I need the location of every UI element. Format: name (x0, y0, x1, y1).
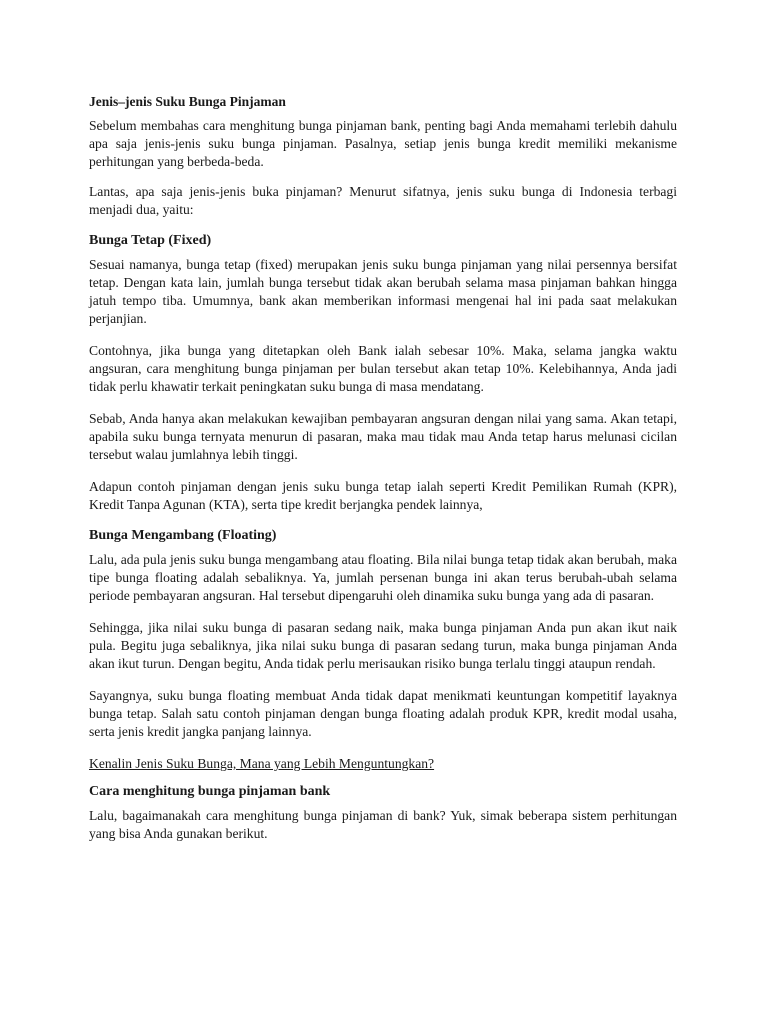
fixed-paragraph-1: Sesuai namanya, bunga tetap (fixed) merupakan jenis suku bunga pinjaman yang nilai persennya bersifat tetap. Dengan kata lain, jumlah bunga tersebut tidak akan berubah selama masa pinjaman bahkan hingga jatuh tempo tiba. Umumnya, bank akan memberikan informasi mengenai hal ini pada saat melakukan perjanjian. (89, 257, 677, 326)
calculation-heading: Cara menghitung bunga pinjaman bank (89, 784, 331, 799)
floating-paragraph-2: Sehingga, jika nilai suku bunga di pasaran sedang naik, maka bunga pinjaman Anda pun akan ikut naik pula. Begitu juga sebaliknya, jika nilai suku bunga di pasaran sedang turun, maka bunga pinjaman Anda akan ikut turun. Dengan begitu, Anda tidak perlu merisaukan risiko bunga terlalu tinggi ataupun rendah. (89, 620, 677, 671)
fixed-paragraph-3: Sebab, Anda hanya akan melakukan kewajiban pembayaran angsuran dengan nilai yang sama. Akan tetapi, apabila suku bunga ternyata menurun di pasaran, maka mau tidak mau Anda tetap harus melunasi cicilan tersebut walau jumlahnya lebih tinggi. (89, 411, 677, 462)
fixed-paragraph-4: Adapun contoh pinjaman dengan jenis suku bunga tetap ialah seperti Kredit Pemilikan Rumah (KPR), Kredit Tanpa Agunan (KTA), serta tipe kredit berjangka pendek lainnya, (89, 479, 677, 512)
document-title: Jenis–jenis Suku Bunga Pinjaman (89, 94, 286, 109)
intro-paragraph-2: Lantas, apa saja jenis-jenis buka pinjaman? Menurut sifatnya, jenis suku bunga di Indonesia terbagi menjadi dua, yaitu: (89, 184, 677, 217)
floating-paragraph-1: Lalu, ada pula jenis suku bunga mengambang atau floating. Bila nilai bunga tetap tidak akan berubah, maka tipe bunga floating adalah sebaliknya. Ya, jumlah persenan bunga ini akan terus berubah-ubah selama periode pembayaran angsuran. Hal tersebut dipengaruhi oleh dinamika suku bunga yang ada di pasaran. (89, 552, 677, 603)
document-page (89, 93, 677, 857)
related-article-link[interactable]: Kenalin Jenis Suku Bunga, Mana yang Lebih Menguntungkan? (89, 756, 435, 771)
fixed-paragraph-2: Contohnya, jika bunga yang ditetapkan oleh Bank ialah sebesar 10%. Maka, selama jangka waktu angsuran, cara menghitung bunga pinjaman per bulan tersebut akan tetap 10%. Kelebihannya, Anda jadi tidak perlu khawatir terkait peningkatan suku bunga di masa mendatang. (89, 343, 677, 394)
calculation-paragraph: Lalu, bagaimanakah cara menghitung bunga pinjaman di bank? Yuk, simak beberapa sistem perhitungan yang bisa Anda gunakan berikut. (89, 808, 677, 841)
fixed-interest-heading: Bunga Tetap (Fixed) (89, 233, 212, 248)
floating-interest-heading: Bunga Mengambang (Floating) (89, 528, 277, 543)
floating-paragraph-3: Sayangnya, suku bunga floating membuat Anda tidak dapat menikmati keuntungan kompetitif layaknya bunga tetap. Salah satu contoh pinjaman dengan bunga floating adalah produk KPR, kredit modal usaha, serta jenis kredit jangka panjang lainnya. (89, 688, 677, 739)
intro-paragraph-1: Sebelum membahas cara menghitung bunga pinjaman bank, penting bagi Anda memahami terlebih dahulu apa saja jenis-jenis suku bunga pinjaman. Pasalnya, setiap jenis bunga kredit memiliki mekanisme perhitungan yang berbeda-beda. (89, 118, 677, 169)
